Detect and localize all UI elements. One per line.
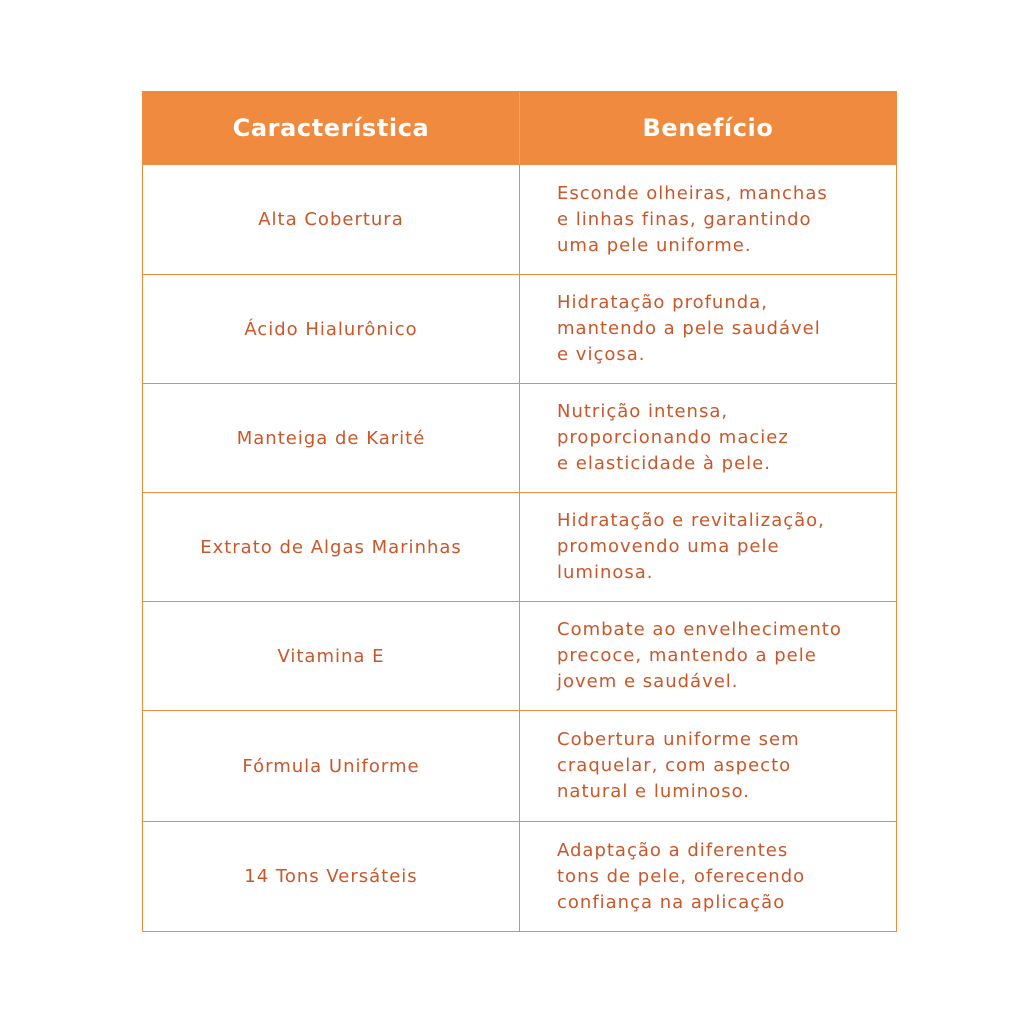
- benefit-text: Nutrição intensa, proporcionando maciez e elasticidade à pele.: [557, 401, 789, 474]
- feature-cell: [143, 822, 520, 931]
- header-cell-benefit: [520, 92, 896, 164]
- benefit-text: Combate ao envelhecimento precoce, mantendo a pele jovem e saudável.: [557, 619, 842, 692]
- benefit-text: Esconde olheiras, manchas e linhas finas, garantindo uma pele uniforme.: [557, 182, 828, 256]
- benefit-text: Hidratação e revitalização, promovendo uma pele luminosa.: [557, 510, 825, 583]
- table-row: [143, 274, 896, 383]
- header-cell-feature: [143, 92, 520, 164]
- benefit-cell: [520, 384, 896, 492]
- table-row: [143, 383, 896, 492]
- feature-text: Alta Cobertura: [258, 209, 404, 230]
- table-header-row: [143, 92, 896, 164]
- benefit-cell: [520, 165, 896, 274]
- header-benefit-label: Benefício: [642, 114, 774, 142]
- benefit-cell: [520, 493, 896, 601]
- feature-cell: [143, 165, 520, 274]
- benefit-cell: [520, 275, 896, 383]
- feature-benefit-table: [142, 91, 897, 932]
- table-row: [143, 601, 896, 710]
- feature-text: Manteiga de Karité: [236, 427, 426, 449]
- benefit-text: Adaptação a diferentes tons de pele, oferecendo confiança na aplicação: [557, 839, 806, 913]
- feature-cell: [143, 602, 520, 710]
- feature-text: Vitamina E: [277, 645, 385, 667]
- feature-cell: [143, 711, 520, 821]
- header-feature-label: Característica: [232, 114, 430, 142]
- benefit-text: Cobertura uniforme sem craquelar, com aspecto natural e luminoso.: [557, 729, 800, 802]
- benefit-text: Hidratação profunda, mantendo a pele saudável e viçosa.: [557, 292, 821, 365]
- table-row: [143, 164, 896, 274]
- feature-text: Fórmula Uniforme: [242, 755, 420, 777]
- benefit-cell: [520, 602, 896, 710]
- benefit-cell: [520, 822, 896, 931]
- table-row: [143, 710, 896, 821]
- feature-cell: [143, 384, 520, 492]
- feature-cell: [143, 493, 520, 601]
- benefit-cell: [520, 711, 896, 821]
- table-row: [143, 492, 896, 601]
- feature-text: 14 Tons Versáteis: [244, 866, 418, 887]
- feature-cell: [143, 275, 520, 383]
- table-row: [143, 821, 896, 931]
- feature-text: Extrato de Algas Marinhas: [200, 536, 462, 558]
- feature-text: Ácido Hialurônico: [244, 318, 418, 340]
